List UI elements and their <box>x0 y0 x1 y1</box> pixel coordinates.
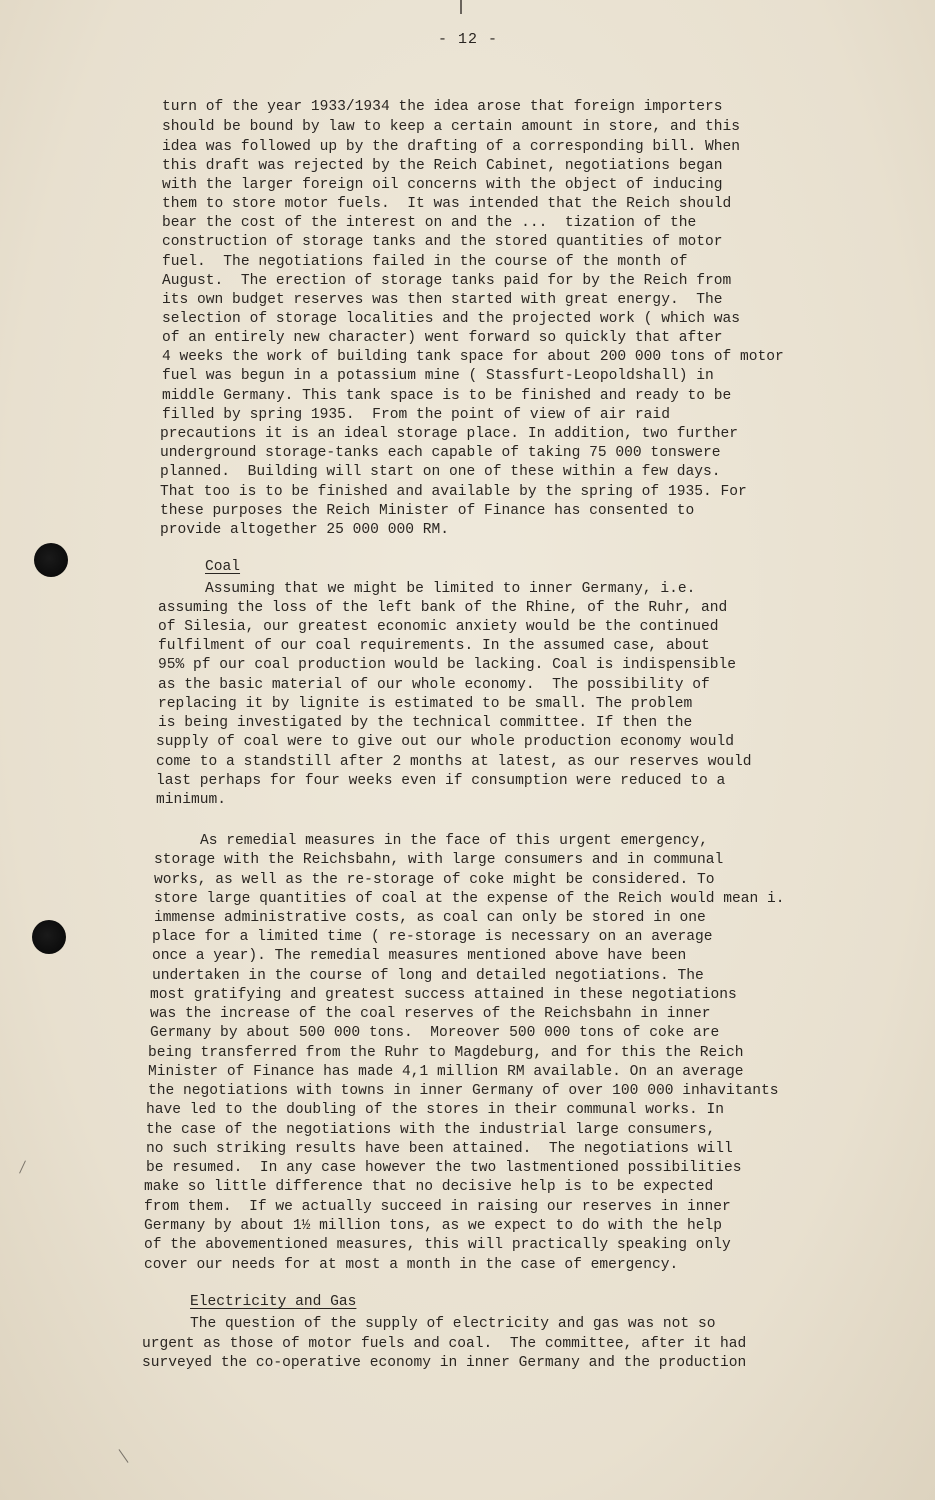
text-line: being transferred from the Ruhr to Magdeburg, and for this the Reich <box>148 1045 744 1061</box>
text-line: the case of the negotiations with the industrial large consumers, <box>146 1122 716 1138</box>
text-line: its own budget reserves was then started with great energy. The <box>162 292 723 308</box>
section-heading-coal: Coal <box>205 559 241 575</box>
text-line: That too is to be finished and available by the spring of 1935. For <box>160 484 747 500</box>
text-line: filled by spring 1935. From the point of view of air raid <box>162 407 670 423</box>
text-line: was the increase of the coal reserves of the Reichsbahn in inner <box>150 1006 711 1022</box>
text-line: fuel. The negotiations failed in the course of the month of <box>162 254 688 270</box>
text-line: August. The erection of storage tanks paid for by the Reich from <box>162 273 732 289</box>
text-line: with the larger foreign oil concerns with the object of inducing <box>162 177 723 193</box>
text-line: have led to the doubling of the stores in their communal works. In <box>146 1102 725 1118</box>
text-line: As remedial measures in the face of this urgent emergency, <box>200 833 708 849</box>
text-line: minimum. <box>156 792 227 808</box>
text-line: this draft was rejected by the Reich Cabinet, negotiations began <box>162 158 723 174</box>
text-line: The question of the supply of electricity and gas was not so <box>190 1316 716 1332</box>
text-line: construction of storage tanks and the stored quantities of motor <box>162 234 723 250</box>
text-line: fulfilment of our coal requirements. In the assumed case, about <box>158 638 710 654</box>
text-line: idea was followed up by the drafting of a corresponding bill. When <box>162 139 741 155</box>
page-number: - 12 - <box>438 31 499 48</box>
text-line: storage with the Reichsbahn, with large consumers and in communal <box>154 852 724 868</box>
text-line: Assuming that we might be limited to inner Germany, i.e. <box>205 581 696 597</box>
text-line: of Silesia, our greatest economic anxiety would be the continued <box>158 619 719 635</box>
text-line: fuel was begun in a potassium mine ( Stassfurt-Leopoldshall) in <box>162 368 714 384</box>
stray-mark <box>19 1160 26 1173</box>
text-line: place for a limited time ( re-storage is necessary on an average <box>152 929 713 945</box>
text-line: from them. If we actually succeed in raising our reserves in inner <box>144 1199 731 1215</box>
text-line: undertaken in the course of long and detailed negotiations. The <box>152 968 704 984</box>
text-line: supply of coal were to give out our whole production economy would <box>156 734 735 750</box>
text-line: should be bound by law to keep a certain amount in store, and this <box>162 119 741 135</box>
text-line: middle Germany. This tank space is to be finished and ready to be <box>162 388 732 404</box>
text-line: bear the cost of the interest on and the ... tization of the <box>162 215 697 231</box>
punch-hole-icon <box>32 920 66 954</box>
text-line: them to store motor fuels. It was intended that the Reich should <box>162 196 732 212</box>
text-line: surveyed the co-operative economy in inner Germany and the production <box>142 1355 747 1371</box>
text-line: urgent as those of motor fuels and coal. The committee, after it had <box>142 1336 747 1352</box>
text-line: last perhaps for four weeks even if consumption were reduced to a <box>156 773 726 789</box>
text-line: Germany by about 1½ million tons, as we expect to do with the help <box>144 1218 723 1234</box>
text-line: Germany by about 500 000 tons. Moreover 500 000 tons of coke are <box>150 1025 720 1041</box>
text-line: make so little difference that no decisive help is to be expected <box>144 1179 714 1195</box>
text-line: store large quantities of coal at the expense of the Reich would mean i. <box>154 891 785 907</box>
text-line: planned. Building will start on one of these within a few days. <box>160 464 721 480</box>
text-line: these purposes the Reich Minister of Finance has consented to <box>160 503 695 519</box>
text-line: come to a standstill after 2 months at latest, as our reserves would <box>156 754 752 770</box>
section-heading-electricity-gas: Electricity and Gas <box>190 1294 357 1310</box>
text-line: most gratifying and greatest success attained in these negotiations <box>150 987 737 1003</box>
text-line: be resumed. In any case however the two lastmentioned possibilities <box>146 1160 742 1176</box>
text-line: precautions it is an ideal storage place. In addition, two further <box>160 426 739 442</box>
stray-mark <box>119 1449 129 1463</box>
text-line: once a year). The remedial measures mentioned above have been <box>152 948 687 964</box>
text-line: selection of storage localities and the projected work ( which was <box>162 311 741 327</box>
text-line: of the abovementioned measures, this will practically speaking only <box>144 1237 731 1253</box>
fold-mark <box>460 0 462 14</box>
punch-hole-icon <box>34 543 68 577</box>
text-line: assuming the loss of the left bank of the Rhine, of the Ruhr, and <box>158 600 728 616</box>
text-line: of an entirely new character) went forward so quickly that after <box>162 330 723 346</box>
text-line: turn of the year 1933/1934 the idea arose that foreign importers <box>162 99 723 115</box>
text-line: underground storage-tanks each capable of taking 75 000 tonswere <box>160 445 721 461</box>
text-line: the negotiations with towns in inner Germany of over 100 000 inhavitants <box>148 1083 779 1099</box>
text-line: 4 weeks the work of building tank space for about 200 000 tons of motor <box>162 349 784 365</box>
text-line: is being investigated by the technical committee. If then the <box>158 715 693 731</box>
text-line: no such striking results have been attained. The negotiations will <box>146 1141 733 1157</box>
text-line: 95% pf our coal production would be lacking. Coal is indispensible <box>158 657 737 673</box>
text-line: immense administrative costs, as coal can only be stored in one <box>154 910 706 926</box>
text-line: Minister of Finance has made 4,1 million RM available. On an average <box>148 1064 744 1080</box>
text-line: as the basic material of our whole economy. The possibility of <box>158 677 710 693</box>
text-line: works, as well as the re-storage of coke might be considered. To <box>154 872 715 888</box>
text-line: provide altogether 25 000 000 RM. <box>160 522 450 538</box>
text-line: replacing it by lignite is estimated to be small. The problem <box>158 696 693 712</box>
text-line: cover our needs for at most a month in the case of emergency. <box>144 1257 679 1273</box>
